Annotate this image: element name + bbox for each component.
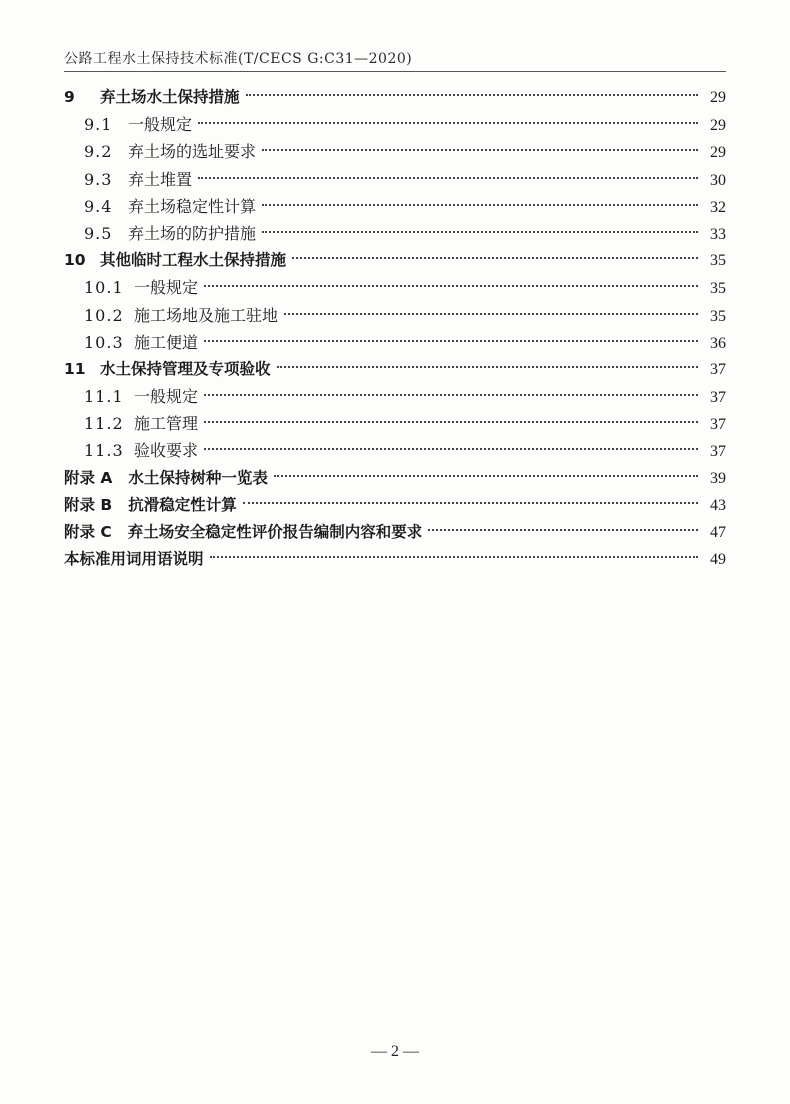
dot-leader bbox=[243, 502, 698, 504]
dot-leader bbox=[246, 94, 698, 96]
toc-number: 9.5 bbox=[84, 223, 113, 243]
toc-page-number: 39 bbox=[710, 469, 726, 487]
toc-page-number: 35 bbox=[710, 252, 726, 270]
toc-number: 9 bbox=[64, 88, 75, 106]
toc-entry-chapter[interactable] bbox=[64, 84, 726, 111]
toc-number: 9.3 bbox=[84, 169, 113, 189]
toc-entry-section[interactable] bbox=[64, 410, 726, 437]
toc-title: 水土保持管理及专项验收 bbox=[100, 359, 271, 378]
toc-page-number: 33 bbox=[710, 225, 726, 243]
toc-page-number: 43 bbox=[710, 496, 726, 514]
toc-page-number: 49 bbox=[710, 551, 726, 569]
toc-title: 弃土堆置 bbox=[128, 169, 193, 189]
toc-number: 附录 B bbox=[64, 495, 113, 514]
toc-page-number: 37 bbox=[710, 389, 726, 407]
toc-number: 附录 C bbox=[64, 523, 112, 541]
toc-number: 10.1 bbox=[84, 278, 124, 298]
toc-entry-section[interactable] bbox=[64, 329, 726, 356]
toc-number: 9.1 bbox=[84, 115, 113, 135]
toc-number: 11.3 bbox=[84, 441, 124, 461]
toc-entry-section[interactable] bbox=[64, 166, 726, 193]
toc-title: 抗滑稳定性计算 bbox=[128, 495, 237, 514]
toc-title: 其他临时工程水土保持措施 bbox=[100, 251, 287, 270]
toc-title: 验收要求 bbox=[134, 441, 199, 461]
page-number-footer: — 2 — bbox=[371, 1043, 419, 1060]
toc-entry-section[interactable] bbox=[64, 138, 726, 165]
toc-title: 一般规定 bbox=[128, 115, 193, 135]
toc-title: 一般规定 bbox=[134, 387, 199, 407]
toc-title: 本标准用词用语说明 bbox=[64, 550, 204, 569]
toc-entry-appendix[interactable] bbox=[64, 465, 726, 492]
dot-leader bbox=[204, 285, 698, 287]
toc-entry-terms[interactable] bbox=[64, 546, 726, 573]
toc-title: 弃土场水土保持措施 bbox=[100, 88, 240, 106]
toc-page-number: 35 bbox=[710, 307, 726, 325]
dot-leader bbox=[262, 231, 698, 233]
toc-entry-appendix[interactable] bbox=[64, 519, 726, 546]
toc-page-number: 32 bbox=[710, 198, 726, 216]
toc-entry-section[interactable] bbox=[64, 220, 726, 247]
toc-title: 施工场地及施工驻地 bbox=[134, 305, 279, 325]
toc-number: 11.2 bbox=[84, 414, 124, 434]
dot-leader bbox=[262, 149, 698, 151]
toc-title: 弃土场安全稳定性评价报告编制内容和要求 bbox=[127, 523, 423, 541]
toc-number: 9.4 bbox=[84, 196, 113, 216]
toc-page-number: 37 bbox=[710, 443, 726, 461]
dot-leader bbox=[210, 556, 698, 558]
toc-number: 10.3 bbox=[84, 332, 124, 352]
dot-leader bbox=[284, 313, 698, 315]
toc-title: 施工管理 bbox=[134, 414, 199, 434]
toc-page-number: 29 bbox=[710, 144, 726, 162]
toc-number: 11 bbox=[64, 359, 86, 378]
toc-number: 11.1 bbox=[84, 387, 124, 407]
toc-page-number: 37 bbox=[710, 360, 726, 378]
toc-page-number: 37 bbox=[710, 416, 726, 434]
dot-leader bbox=[277, 366, 698, 368]
toc-page-number: 30 bbox=[710, 171, 726, 189]
dot-leader bbox=[204, 394, 698, 396]
toc-title: 施工便道 bbox=[134, 332, 199, 352]
toc-title: 弃土场的选址要求 bbox=[128, 142, 257, 162]
toc-entry-section[interactable] bbox=[64, 437, 726, 464]
toc-title: 弃土场稳定性计算 bbox=[128, 196, 257, 216]
header-divider bbox=[64, 71, 726, 72]
dot-leader bbox=[274, 475, 698, 477]
dot-leader bbox=[204, 448, 698, 450]
toc-entry-section[interactable] bbox=[64, 111, 726, 138]
toc-title: 水土保持树种一览表 bbox=[128, 468, 268, 487]
toc-entry-section[interactable] bbox=[64, 383, 726, 410]
toc-title: 弃土场的防护措施 bbox=[128, 223, 257, 243]
dot-leader bbox=[204, 421, 698, 423]
toc-page-number: 29 bbox=[710, 117, 726, 135]
toc-page-number: 47 bbox=[710, 524, 726, 541]
dot-leader bbox=[428, 529, 698, 531]
dot-leader bbox=[204, 340, 698, 342]
dot-leader bbox=[198, 177, 698, 179]
toc-page-number: 35 bbox=[710, 280, 726, 298]
table-of-contents bbox=[64, 84, 726, 573]
toc-page-number: 29 bbox=[710, 89, 726, 106]
dot-leader bbox=[198, 122, 698, 124]
toc-title: 一般规定 bbox=[134, 278, 199, 298]
dot-leader bbox=[292, 257, 698, 259]
toc-entry-section[interactable] bbox=[64, 302, 726, 329]
toc-number: 10.2 bbox=[84, 305, 124, 325]
toc-entry-chapter[interactable] bbox=[64, 356, 726, 383]
running-header: 公路工程水土保持技术标准(T/CECS G:C31—2020) bbox=[64, 51, 413, 67]
toc-entry-appendix[interactable] bbox=[64, 492, 726, 519]
toc-number: 附录 A bbox=[64, 468, 113, 487]
dot-leader bbox=[262, 204, 698, 206]
toc-number: 9.2 bbox=[84, 142, 113, 162]
toc-entry-chapter[interactable] bbox=[64, 247, 726, 274]
toc-entry-section[interactable] bbox=[64, 274, 726, 301]
toc-number: 10 bbox=[64, 251, 86, 270]
toc-page-number: 36 bbox=[710, 334, 726, 352]
toc-entry-section[interactable] bbox=[64, 193, 726, 220]
